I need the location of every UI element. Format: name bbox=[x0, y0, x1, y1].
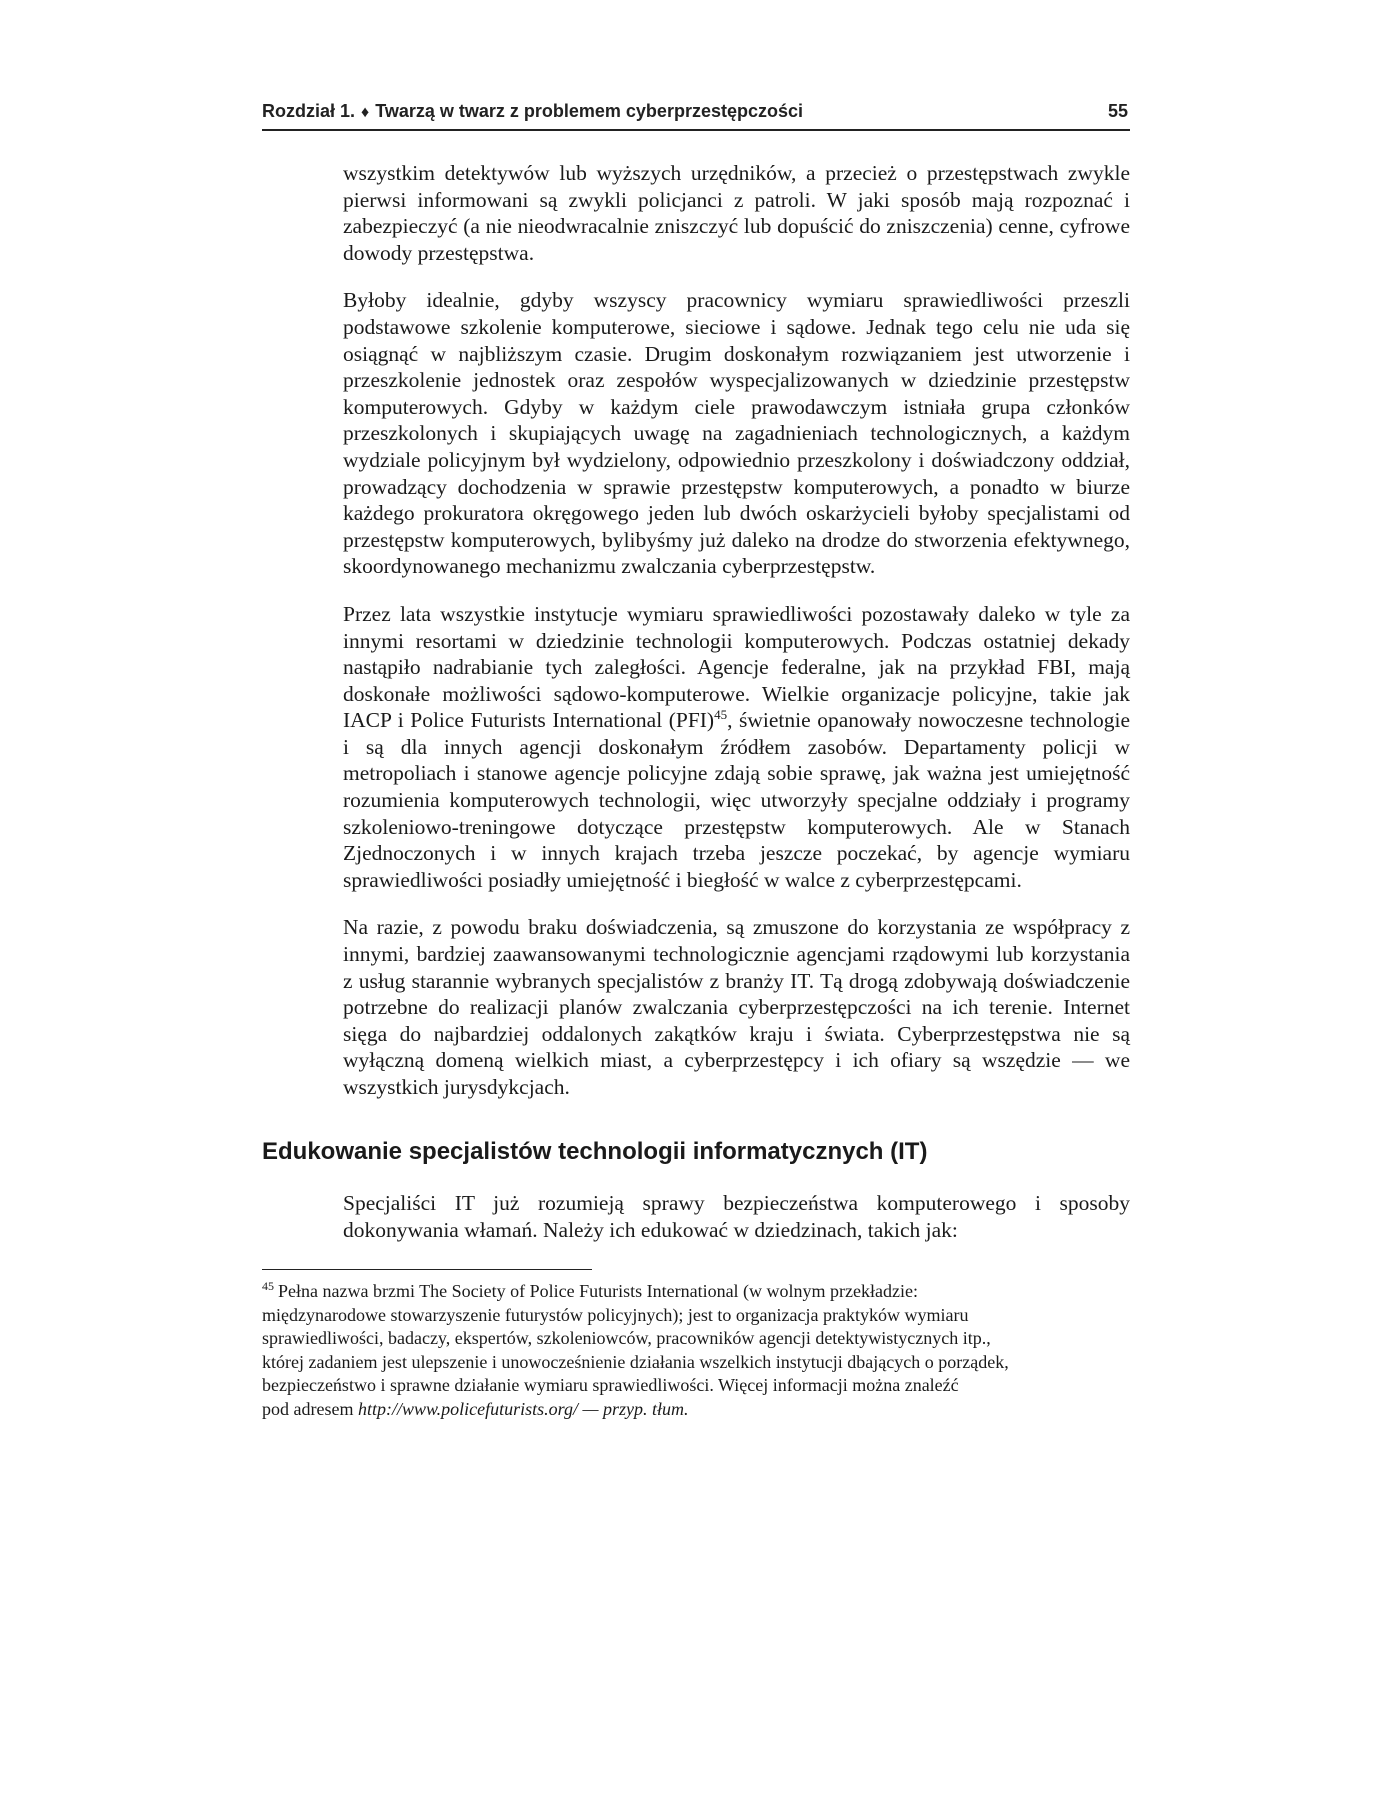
footnote-reference[interactable]: 45 bbox=[714, 707, 728, 723]
footnote bbox=[262, 1280, 1102, 1422]
paragraph-1 bbox=[343, 160, 1130, 266]
footnote-mark: 45 bbox=[262, 1279, 274, 1293]
text-line: kie jak IACP i Police Futurists International (PFI) bbox=[343, 681, 1130, 733]
text-line: umiejętność rozumienia komputerowych technologii, więc utworzyły specjalne od bbox=[343, 761, 1130, 813]
footnote-text: Pełna nazwa brzmi The Society of Police Futurists International (w wolnym przekładzie: bbox=[278, 1281, 918, 1301]
text-line: terenie. Internet sięga do najbardziej oddalonych zakątków kraju i świata. Cyberprze bbox=[343, 995, 1130, 1046]
body-text bbox=[343, 160, 1130, 1122]
footnote-url-link[interactable]: http://www.policefuturists.org/ bbox=[357, 1398, 578, 1419]
footnote-line bbox=[262, 1398, 1102, 1422]
text-line: przeszkolonych i skupiających uwagę na zagadnieniach technologicznych, a każdym bbox=[343, 421, 1130, 446]
paragraph-3 bbox=[343, 601, 1130, 894]
text-line: technologie i są dla innych agencji doskonałym źródłem zasobów. Departamenty po bbox=[343, 708, 1130, 759]
footnote-text: pod adresem bbox=[262, 1398, 358, 1419]
text-line: w biurze każdego prokuratora okręgowego jeden lub dwóch oskarżycieli byłoby spe bbox=[343, 474, 1130, 526]
text-line: i przeszkolenie jednostek oraz zespołów wyspecjalizowanych w dziedzinie przestępstw bbox=[343, 341, 1130, 393]
paragraph-2 bbox=[343, 287, 1130, 580]
text-line: działy i programy szkoleniowo-treningowe dotyczące przestępstw komputerowych. bbox=[343, 788, 1130, 839]
text-line: z innymi, bardziej zaawansowanymi technologicznie agencjami rządowymi lub korzy bbox=[343, 915, 1130, 967]
paragraph-4 bbox=[343, 914, 1130, 1100]
text-line: za innymi resortami w dziedzinie technologii komputerowych. Podczas ostatniej de bbox=[343, 601, 1130, 653]
text-line: wszystkim detektywów lub wyższych urzędników, a przecież o przestępstwach zwy bbox=[343, 161, 1104, 185]
section-heading: Edukowanie specjalistów technologii informatycznych (IT) bbox=[262, 1138, 928, 1165]
text-line: kady nastąpiło nadrabianie tych zaległości. Agencje federalne, jak na przykład FBI, bbox=[343, 628, 1130, 680]
header-chapter-title bbox=[262, 99, 803, 125]
text-line: i zabezpieczyć (a nie nieodwracalnie zniszczyć lub dopuścić do zniszczenia) cenne, bbox=[343, 187, 1130, 239]
text-line: osiągnąć w najbliższym czasie. Drugim doskonałym rozwiązaniem jest utworzenie bbox=[343, 341, 1125, 366]
footnote-line: sprawiedliwości, badaczy, ekspertów, szkoleniowców, pracowników agencji detektywistycznych itp., bbox=[262, 1328, 991, 1349]
page-number: 55 bbox=[1107, 101, 1128, 121]
running-header bbox=[262, 99, 1130, 131]
text-line: mają doskonałe możliwości sądowo-komputerowe. Wielkie organizacje policyjne, ta bbox=[343, 655, 1130, 706]
section-paragraph bbox=[343, 1190, 1130, 1243]
footnote-divider bbox=[262, 1269, 592, 1270]
text-line: licji w metropoliach i stanowe agencje policyjne zdają sobie sprawę, jak ważna jest bbox=[343, 734, 1130, 786]
text-line: Ale w Stanach Zjednoczonych i w innych krajach trzeba jeszcze poczekać, by agencje bbox=[343, 814, 1130, 866]
footnote-line: bezpieczeństwo i sprawne działanie wymiaru sprawiedliwości. Więcej informacji można znaleźć bbox=[262, 1375, 959, 1396]
text-line: komputerowych. Gdyby w każdym ciele prawodawczym istniała grupa członków bbox=[343, 394, 1130, 419]
text-line: wszędzie — we wszystkich jurysdykcjach. bbox=[343, 1048, 1130, 1099]
text-line: Przez lata wszystkie instytucje wymiaru sprawiedliwości pozostawały daleko w tyle bbox=[343, 601, 1111, 626]
text-line: nywania włamań. Należy ich edukować w dziedzinach, takich jak: bbox=[386, 1217, 958, 1242]
text-line: wymiaru sprawiedliwości posiadły umiejętność i biegłość w walce z cyberprzestępcami. bbox=[343, 841, 1130, 892]
text-line: stawowe szkolenie komputerowe, sieciowe i sądowe. Jednak tego celu nie uda się bbox=[375, 314, 1130, 339]
chapter-label: Rozdział 1. bbox=[262, 101, 356, 121]
text-line: kle pierwsi informowani są zwykli policjanci z patroli. W jaki sposób mają rozpoznać bbox=[343, 161, 1130, 212]
footnote-line: międzynarodowe stowarzyszenie futurystów policyjnych); jest to organizacja praktyków wymiaru bbox=[262, 1304, 969, 1325]
text-line: cjalistami od przestępstw komputerowych, bylibyśmy już daleko na drodze do stworze bbox=[343, 501, 1130, 552]
text-line: Specjaliści IT już rozumieją sprawy bezpieczeństwa komputerowego i sposoby doko bbox=[343, 1191, 1130, 1242]
chapter-title: Twarzą w twarz z problemem cyberprzestępczości bbox=[375, 101, 803, 121]
footnote-line bbox=[262, 1280, 1102, 1304]
text-line: stępstwa nie są wyłączną domeną wielkich miast, a cyberprzestępcy i ich ofiary są bbox=[343, 1021, 1130, 1073]
text-line: Byłoby idealnie, gdyby wszyscy pracownicy wymiaru sprawiedliwości przeszli pod bbox=[343, 288, 1130, 339]
text-line: doświadczenie potrzebne do realizacji planów zwalczania cyberprzestępczości na ich bbox=[343, 968, 1130, 1020]
footnote-translator-note: — przyp. tłum. bbox=[578, 1398, 689, 1419]
text-line: wydziale policyjnym był wydzielony, odpowiednio przeszkolony i doświadczony od bbox=[343, 447, 1083, 472]
text-line: stania z usług starannie wybranych specjalistów z branży IT. Tą drogą zdobywają bbox=[343, 942, 1130, 993]
footnote-line: której zadaniem jest ulepszenie i unowocześnienie działania wszelkich instytucji dbających o porządek, bbox=[262, 1351, 1009, 1372]
text-line: nia efektywnego, skoordynowanego mechanizmu zwalczania cyberprzestępstw. bbox=[343, 527, 1130, 579]
text-line: dział, prowadzący dochodzenia w sprawie przestępstw komputerowych, a ponadto bbox=[343, 447, 1130, 499]
text-line: , świetnie opanowały nowoczesne bbox=[727, 708, 1030, 733]
text-line: Na razie, z powodu braku doświadczenia, są zmuszone do korzystania ze współpracy bbox=[343, 915, 1121, 940]
section-text bbox=[343, 1190, 1130, 1243]
text-line: cyfrowe dowody przestępstwa. bbox=[343, 214, 1130, 265]
diamond-icon: ♦ bbox=[361, 104, 370, 121]
